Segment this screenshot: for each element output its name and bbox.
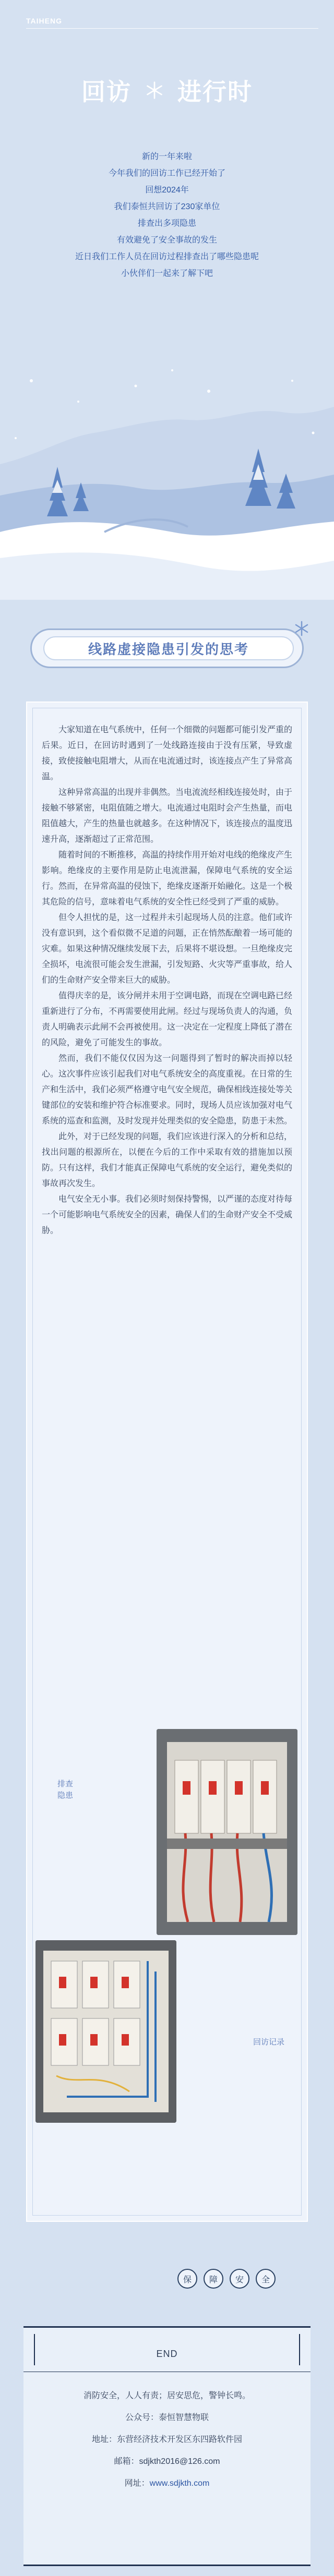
intro-line: 有效避免了安全事故的发生 [116,236,217,245]
banner-inner [43,636,294,660]
article-paragraph: 值得庆幸的是，该分闸并未用于空调电路，而现在空调电路已经重新进行了分布，不再需要使用此闸。经过与现场负责人的沟通，负责人明确表示此闸不会再被使用。这一决定在一定程度上降低了潜在的风险，避免了可能发生的事故。 [42,991,293,1047]
article-paragraph: 这种异常高温的出现并非偶然。当电流流经相线连接处时，由于接触不够紧密，电阻值随之增大。电流通过电阻时会产生热量，而电阻值越大，产生的热量也就越多。在这种情况下，该连接点的温度迅速升高，逐渐超过了正常范围。 [42,788,293,844]
wiring-box-photo [35,1940,176,2123]
footer-account [23,2407,311,2429]
brand-name: TAIHENG [26,17,62,25]
intro-line: 我们泰恒共回访了230家单位 [114,202,220,211]
email-label: 邮箱： [114,2457,139,2466]
intro-line: 近日我们工作人员在回访过程排查出了哪些隐患呢 [75,252,259,261]
breaker-panel-photo [157,1729,297,1935]
breaker-panel-illustration [157,1729,297,1935]
intro-line: 新的一年来啦 [141,152,192,161]
slogan-char: 全 [256,2269,276,2289]
wiring-box-illustration [35,1940,176,2123]
slogan-char: 安 [230,2269,249,2289]
article-paragraph: 此外，对于已经发现的问题，我们应该进行深入的分析和总结，找出问题的根源所在，以便在今后的工作中采取有效的措施加以预防。只有这样，我们才能真正保障电气系统的安全运行，避免类似的事故再次发生。 [42,1132,293,1188]
account-label: 公众号： [125,2413,159,2422]
page-title [0,73,334,107]
intro-line: 排查出多项隐患 [137,219,196,228]
end-label: END [156,2349,178,2359]
tag-label-bottom: 回访记录 [253,2038,284,2047]
snowflake-icon [294,621,309,636]
slogan-char: 保 [177,2269,197,2289]
footer-slogan: 消防安全，人人有责；居安思危，警钟长鸣。 [83,2391,250,2400]
site-link[interactable]: www.sdjkth.com [149,2479,210,2488]
article-paragraph: 随着时间的不断推移，高温的持续作用开始对电线的绝缘皮产生影响。绝缘皮的主要作用是防止电流泄漏，保障电气系统的安全运行。然而，在异常高温的侵蚀下，绝缘皮逐渐开始融化。这是一个极其危险的信号，意味着电气系统的安全性已经受到了严重的威胁。 [42,851,293,906]
article-body [42,722,292,1239]
title-right: 进行时 [177,78,253,105]
brand-divider [26,28,318,29]
footer [23,2326,311,2566]
title-left: 回访 [81,78,132,105]
site-label: 网址： [124,2479,150,2488]
tag-label-top: 排查 隐患 [57,1780,73,1800]
section-banner [30,628,304,668]
footer-email [23,2451,311,2473]
account-name: 泰恒智慧物联 [159,2413,209,2422]
article-paragraph: 电气安全无小事。我们必须时刻保持警惕，以严谨的态度对待每一个可能影响电气系统安全的因素，确保人们的生命财产安全不受威胁。 [42,1195,293,1235]
article-paragraph: 大家知道在电气系统中，任何一个细微的问题都可能引发严重的后果。近日，在回访时遇到了一处线路连接由于没有压紧，导致虚接，致使接触电阻增大，从而在电流通过时，该连接点产生了异常高温。 [42,725,293,781]
winter-scene-illustration [0,360,334,600]
intro-line: 回想2024年 [145,186,189,195]
address-text: 东营经济技术开发区东四路软件园 [117,2435,243,2444]
snowflake-icon [145,81,164,100]
banner-title: 线路虚接隐患引发的思考 [88,641,249,657]
intro-text [0,149,334,282]
slogan-char: 障 [204,2269,223,2289]
email-link[interactable]: sdjkth2016@126.com [139,2457,220,2466]
intro-line: 今年我们的回访工作已经开始了 [108,169,225,178]
footer-site [23,2473,311,2495]
article-paragraph: 但令人担忧的是，这一过程并未引起现场人员的注意。他们或许没有意识到，这个看似微不足道的问题，正在悄然酝酿着一场可能的灾难。如果这种情况继续发展下去，后果将不堪设想。一旦绝缘皮完全损坏，电流很可能会发生泄漏，引发短路、火灾等严重事故，给人们的生命财产安全带来巨大的威胁。 [42,913,293,985]
address-label: 地址： [91,2435,117,2444]
article-paragraph: 然而，我们不能仅仅因为这一问题得到了暂时的解决而掉以轻心。这次事件应该引起我们对电气系统安全的高度重视。在日常的生产和生活中，我们必须严格遵守电气安全规范，确保相线连接处等关键部位的安装和维护符合标准要求。同时，现场人员应该加强对电气系统的巡查和监测，及时发现并处理类似的安全隐患，防患于未然。 [42,1054,293,1126]
footer-info [23,2385,311,2495]
slogan-circles [177,2269,276,2289]
intro-line: 小伙伴们一起来了解下吧 [121,269,213,278]
footer-address [23,2429,311,2451]
